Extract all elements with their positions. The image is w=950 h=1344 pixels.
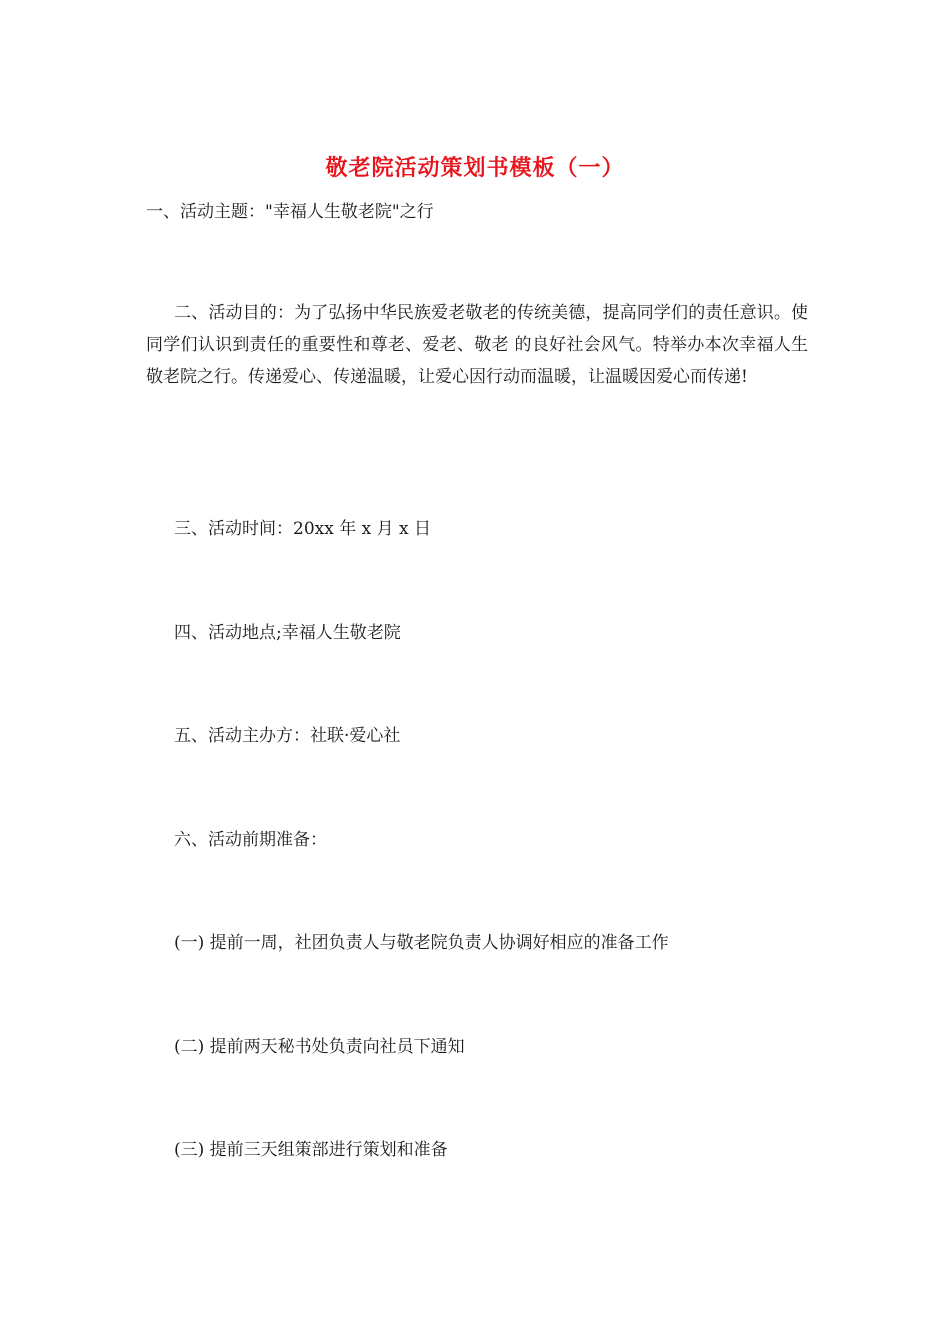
section-place: 四、活动地点;幸福人生敬老院	[174, 623, 401, 643]
document-title: 敬老院活动策划书模板（一）	[325, 155, 625, 181]
section-purpose	[146, 297, 808, 393]
section-preparation: 六、活动前期准备：	[174, 830, 327, 850]
section-theme: 一、活动主题："幸福人生敬老院"之行	[146, 202, 434, 222]
section-organizer: 五、活动主办方：社联·爱心社	[174, 726, 401, 746]
prep-item-1: (一) 提前一周，社团负责人与敬老院负责人协调好相应的准备工作	[174, 933, 669, 953]
prep-item-2: (二) 提前两天秘书处负责向社员下通知	[174, 1037, 465, 1057]
section-purpose-text: 二、活动目的：为了弘扬中华民族爱老敬老的传统美德，提高同学们的责任意识。使同学们认识到责任的重要性和尊老、爱老、敬老 的良好社会风气。特举办本次幸福人生敬老院之行。传递爱心、传递温暖，让爱心因行动而温暖，让温暖因爱心而传递!	[146, 303, 808, 387]
prep-item-3: (三) 提前三天组策部进行策划和准备	[174, 1140, 448, 1160]
section-time: 三、活动时间：20xx 年 x 月 x 日	[174, 519, 432, 539]
